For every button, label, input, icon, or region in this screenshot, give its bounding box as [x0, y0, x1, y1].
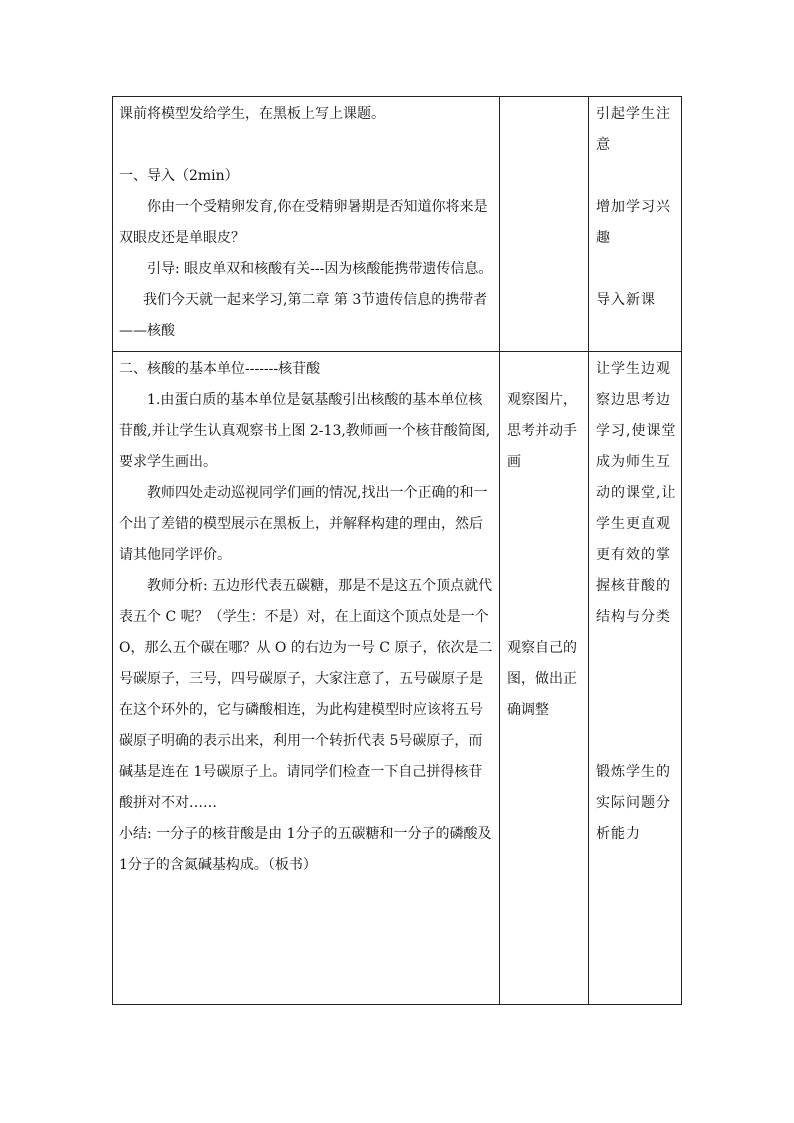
intent-introduce-lesson: 导入新课: [596, 292, 656, 308]
table-row: [113, 97, 682, 352]
student-activity-text: [500, 97, 588, 99]
intent-increase-interest: 增加学习兴趣: [596, 199, 671, 246]
student-activity-cell: [500, 97, 589, 352]
section-heading-nucleotide: 二、核酸的基本单位-------核苷酸: [119, 361, 321, 377]
lesson-plan-table: [112, 96, 682, 1005]
topic-text: 我们今天就一起来学习,第二章 第 3节遗传信息的携带者——核酸: [119, 292, 488, 339]
intent-interactive-class: 让学生边观察边思考边学习,使课堂成为师生互动的课堂,让学生更直观更有效的掌握核苷酸的结构与分类: [596, 361, 677, 625]
student-activity-cell: [500, 352, 589, 1005]
intent-attract-attention: 引起学生注意: [596, 106, 671, 153]
intro-question-text: 你由一个受精卵发育,你在受精卵暑期是否知道你将来是双眼皮还是单眼皮？: [119, 199, 488, 246]
step-one-text: 1.由蛋白质的基本单位是氨基酸引出核酸的基本单位核苷酸,并让学生认真观察书上图 2-13,教师画一个核苷酸简图,要求学生画出。: [119, 392, 491, 470]
student-self-correct: 观察自己的图，做出正确调整: [507, 640, 577, 718]
student-observe-draw: 观察图片，思考并动手画: [507, 392, 577, 470]
teacher-analysis-text: 教师分析: 五边形代表五碳糖，那是不是这五个顶点就代表五个 C 呢？（学生：不是）对，在上面这个顶点处是一个O，那么五个碳在哪？从 O 的右边为一号 C 原子，依次是二号碳原子，三号，四号碳原子，大家注意了，五号碳原子是在这个环外的，它与磷酸相连，为此构建模型时应该将五号碳原子明确的表示出来，利用一个转折代表 5号碳原子，而碱基是连在 1号碳原子上。请同学们检查一下自己拼得核苷酸拼对不对……: [119, 578, 493, 811]
teacher-activity-cell: [113, 97, 500, 352]
table-row: [113, 352, 682, 1005]
design-intent-cell: [589, 352, 682, 1005]
preparation-text: 课前将模型发给学生，在黑板上写上课题。: [119, 106, 385, 122]
intent-analysis-ability: 锻炼学生的实际问题分析能力: [596, 764, 671, 842]
teacher-activity-cell: [113, 352, 500, 1005]
guidance-text: 引导: 眼皮单双和核酸有关---因为核酸能携带遗传信息。: [147, 261, 493, 277]
summary-text: 小结: 一分子的核苷酸是由 1分子的五碳糖和一分子的磷酸及 1分子的含氮碱基构成。（板书）: [119, 826, 492, 873]
section-heading-intro: 一、导入（2min）: [119, 168, 239, 184]
design-intent-cell: [589, 97, 682, 352]
teacher-patrol-text: 教师四处走动巡视同学们画的情况,找出一个正确的和一个出了差错的模型展示在黑板上，并解释构建的理由，然后请其他同学评价。: [119, 485, 488, 563]
